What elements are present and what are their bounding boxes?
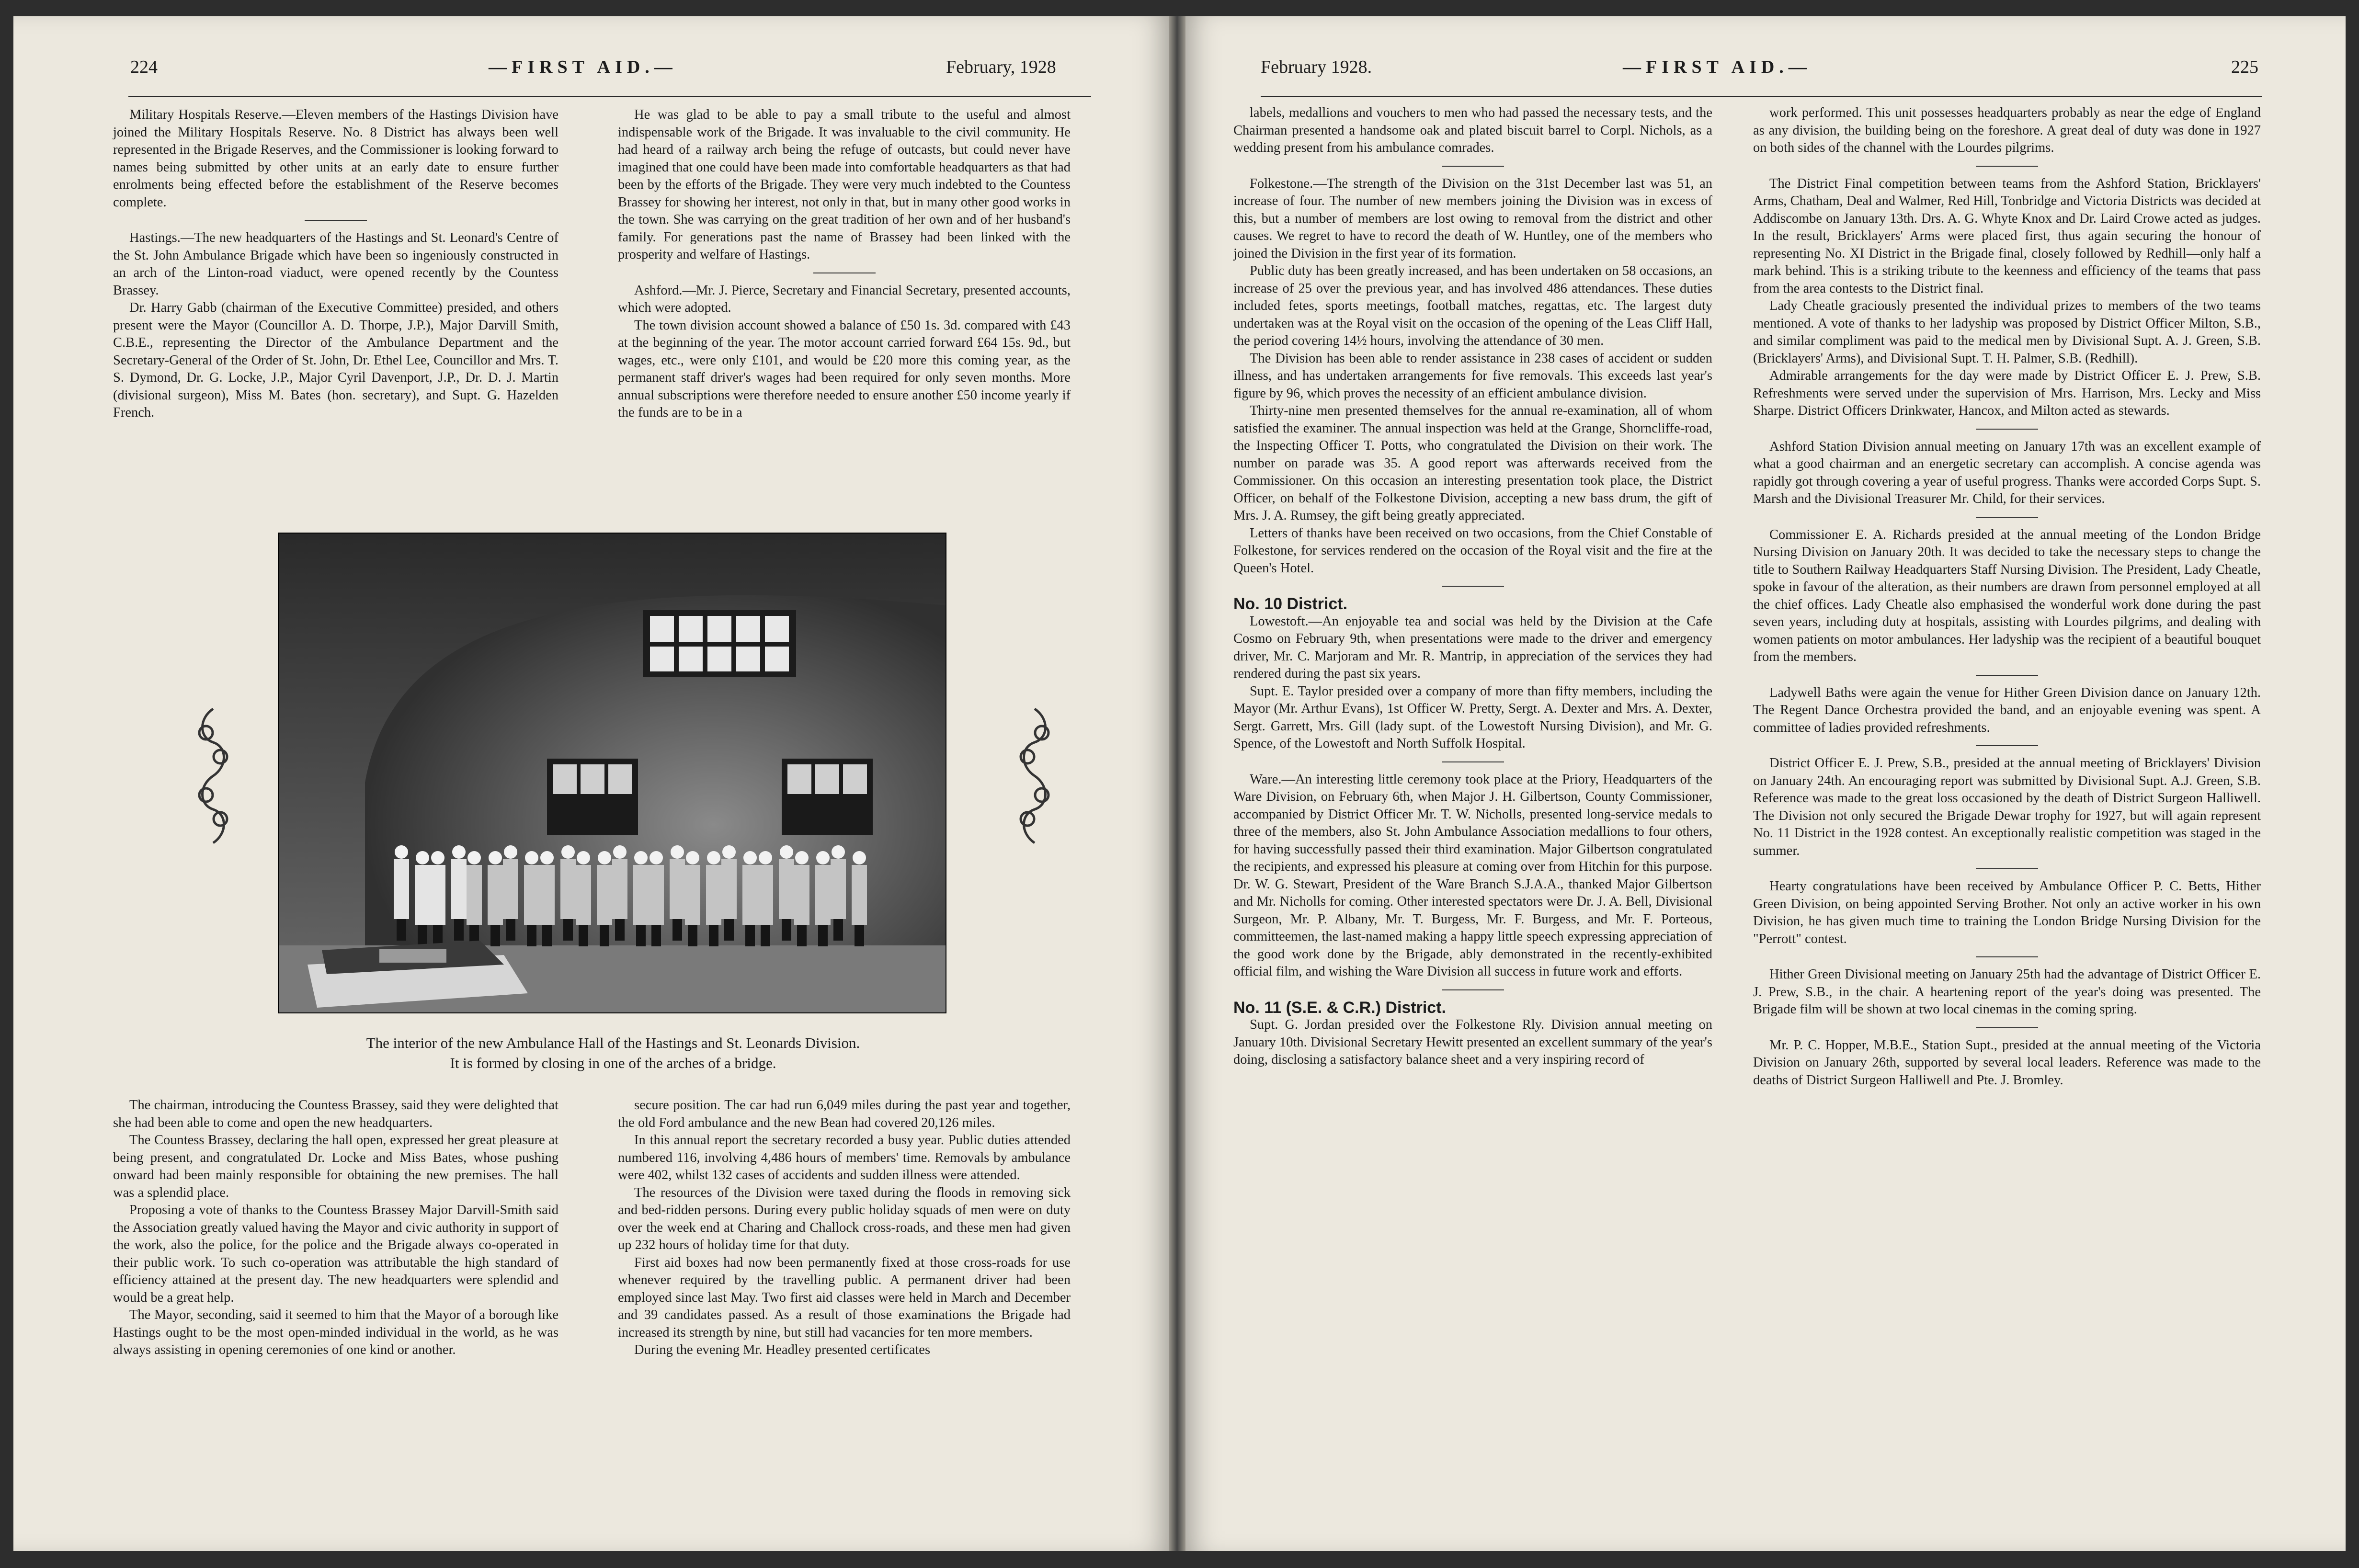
figure-body: [721, 859, 737, 919]
figure-legs: [418, 925, 427, 946]
figure-body: [779, 859, 794, 919]
section-rule: [1976, 517, 2038, 518]
paragraph: The resources of the Division were taxed during the floods in removing sick and bed-ridden persons. During every public holiday squads of men were on duty over the week end at Charing and Challock cross-roads, and these men had given up 232 hours of holiday time for that duty.: [618, 1185, 1071, 1252]
figure-body: [815, 865, 831, 925]
figure-legs: [745, 925, 755, 946]
figure-body: [852, 865, 867, 925]
paragraph: In this annual report the secretary recorded a busy year. Public duties attended numbered 116, involving 4,486 hours of members' time. Removals by ambulance were 402, whilst 132 cases of accidents and sudden illness were attended.: [618, 1133, 1071, 1182]
figure-head: [395, 845, 408, 859]
figure-head: [853, 851, 866, 864]
paragraph: work performed. This unit possesses headquarters probably as near the edge of England as any division, the building being on the foreshore. A great deal of duty was done in 1927 on both sides of the channel with the Lourdes pilgrims.: [1753, 105, 2261, 155]
left-page-number: 224: [130, 57, 158, 77]
paragraph: The town division account showed a balance of £50 1s. 3d. compared with £43 at the beginning of the year. The motor account carried forward £64 15s. 9d., but wages, etc., were only £101, and would be £20 more this coming year, as the permanent staff driver's wages had been required for only seven months. More annual subscriptions were therefore needed to ensure another £50 income yearly if the funds are to be in a: [618, 318, 1071, 420]
figure-legs: [454, 919, 464, 941]
figure-legs: [542, 925, 552, 946]
paragraph: The District Final competition between teams from the Ashford Station, Bricklayers' Arms, Chatham, Deal and Walmer, Red Hill, Tonbridge and Victoria Districts was decided at Addiscombe on January 13th. Drs. A. G. Whyte Knox and Dr. Laird Crowe acted as judges. In the result, Bricklayers' Arms were placed first, thus again securing the honour of representing No. XI District in the Brigade final, closely followed by Redhill—only half a mark behind. This is a striking tribute to the keenness and efficiency of the teams that pass from the area contests to the District final.: [1753, 176, 2261, 296]
figure-head: [540, 851, 554, 864]
paragraph: Thirty-nine men presented themselves for the annual re-examination, all of whom satisfied the examiner. The annual inspection was held at the Grange, Shorncliffe-road, the Inspecting Officer T. Potts, who congratulated the Division on their work. The number on parade was 35. A good report was afterwards received from the Commissioner. On this occasion an interesting presentation took place, the District Officer, on behalf of the Folkestone Division, accepting a new bass drum, the gift of Mrs. J. A. Rumsey, the gift being greatly appreciated.: [1233, 403, 1712, 523]
figure-head: [816, 851, 830, 864]
figure-body: [415, 865, 430, 925]
section-rule: [1442, 761, 1504, 762]
figure-body: [560, 859, 576, 919]
paragraph: Supt. E. Taylor presided over a company of more than fifty members, including the Mayor (Mr. Arthur Evans), 1st Officer W. Pretty, Sergt. A. Dexter and Mrs. A. Dexter, Sergt. Garrett, Mrs. Gill (lady supt. of the Lowestoft Nursing Division), and Mr. G. Spence, of the Lowestoft and North Suffolk Hospital.: [1233, 683, 1712, 751]
figure-legs: [563, 919, 573, 941]
figure-legs: [636, 925, 646, 946]
district-heading: No. 10 District.: [1233, 595, 1348, 613]
figure-head: [598, 851, 611, 864]
figure-head: [452, 845, 466, 859]
figure-head: [467, 851, 481, 864]
figure-body: [758, 865, 773, 925]
figure-body: [467, 865, 482, 925]
paragraph: Hearty congratulations have been received by Ambulance Officer P. C. Betts, Hither Green Division, on being appointed Serving Brother. Not only an active worker in his own Division, he has given much time to training the London Bridge Nursing Division for the "Perrott" contest.: [1753, 879, 2261, 946]
paragraph: During the evening Mr. Headley presented certificates: [634, 1342, 931, 1357]
figure-head: [759, 851, 772, 864]
section-rule: [1976, 868, 2038, 869]
paragraph: Ashford Station Division annual meeting on January 17th was an excellent example of what a good chairman and an energetic secretary can accomplish. A concise agenda was rapidly got through covering a year of useful progress. Thanks were accorded Corps Supt. S. Marsh and the Divisional Treasurer Mr. Child, for their services.: [1753, 439, 2261, 506]
section-rule: [1442, 989, 1504, 990]
figure-head: [707, 851, 720, 864]
left-column-1-top: [113, 106, 558, 422]
figure-legs: [579, 925, 588, 946]
figure-head: [561, 845, 575, 859]
figure-head: [650, 851, 663, 864]
paragraph: Supt. G. Jordan presided over the Folkestone Rly. Division annual meeting on January 10th. Divisional Secretary Hewitt presented an excellent summary of the year's doing, disclosing a satisfactory balance sheet and a very inspiring record of: [1233, 1017, 1712, 1067]
left-header-rule: [128, 96, 1091, 97]
right-column-1: [1233, 104, 1712, 1069]
figure-legs: [490, 925, 500, 946]
paragraph: The Countess Brassey, declaring the hall open, expressed her great pleasure at being present, and congratulated Dr. Locke and Miss Bates, whose pushing onward had been mainly responsible for obtaining the new premises. The hall was a splendid place.: [113, 1133, 558, 1200]
figure-head: [686, 851, 699, 864]
paragraph: The Division has been able to render assistance in 238 cases of accident or sudden illness, and has undertaken arrangements for five removals. This exceeds last year's figure by 96, which proves the necessity of an efficient ambulance division.: [1233, 351, 1712, 401]
paragraph: The chairman, introducing the Countess Brassey, said they were delighted that she had been able to come and open the new headquarters.: [113, 1098, 558, 1130]
paragraph: Proposing a vote of thanks to the Countess Brassey Major Darvill-Smith said the Association greatly valued having the Mayor and civic authority in support of the work, also the police, for the police and the Brigade always co-operated in their public work. To such co-operation was attributable the high standard of efficiency attained at the present day. The new headquarters were splendid and would be a great help.: [113, 1203, 558, 1305]
figure-head: [780, 845, 793, 859]
figure-head: [416, 851, 429, 864]
district-heading: No. 11 (S.E. & C.R.) District.: [1233, 998, 1446, 1017]
paragraph: The Mayor, seconding, said it seemed to him that the Mayor of a borough like Hastings ought to be the most open-minded individual in the world, as he was always assisting in opening ceremonies of one kind or another.: [113, 1307, 558, 1357]
paragraph: Commissioner E. A. Richards presided at the annual meeting of the London Bridge Nursing Division on January 20th. It was decided to take the necessary steps to change the title to Southern Railway Headquarters Staff Nursing Division. The President, Lady Cheatle, spoke in favour of the alteration, as their numbers are drawn from personnel employed at all the chief offices. Lady Cheatle also emphasised the wonderful work done during the past seven years, including duty at hospitals, assisting with Lourdes pilgrims, and dealing with women patients on motor ambulances. Her ladyship was the recipient of a beautiful bouquet from the members.: [1753, 527, 2261, 664]
figure-body: [451, 859, 467, 919]
section-rule: [1976, 166, 2038, 167]
section-rule: [1976, 429, 2038, 430]
section-rule: [1442, 166, 1504, 167]
figure-head: [634, 851, 648, 864]
left-column-1-bottom: [113, 1097, 558, 1359]
figure-legs: [397, 919, 406, 941]
figure-body: [488, 865, 503, 925]
figure-legs: [797, 925, 807, 946]
paragraph: Hastings.—The new headquarters of the Hastings and St. Leonard's Centre of the St. John Ambulance Brigade which have been so ingeniously constructed in an arch of the Linton-road viaduct, were opened recently by the Countess Brassey.: [113, 230, 558, 298]
figure-legs: [527, 925, 536, 946]
paragraph: Ashford.—Mr. J. Pierce, Secretary and Financial Secretary, presented accounts, which were adopted.: [618, 283, 1071, 315]
figure-head: [577, 851, 590, 864]
figure-head: [525, 851, 538, 864]
figure-legs: [688, 925, 697, 946]
paragraph: Ware.—An interesting little ceremony took place at the Priory, Headquarters of the Ware Division, on February 6th, when Major J. H. Gilbertson, County Commissioner, accompanied by District Officer Mr. T. W. Nicholls, presented long-service medals to three of the members, also St. John Ambulance Association medallions to four others, for having successfully passed their third examination. Major Gilbertson congratulated the recipients, and expressed his pleasure at coming over from Hitchin for this purpose. Dr. W. G. Stewart, President of the Ware Branch S.J.A.A., thanked Major Gilbertson and Mr. Nicholls for coming. Other interested spectators were Dr. J. A. Bell, Divisional Surgeon, Mr. P. Albany, Mr. T. Burgess, Mr. F. Burgess, and Mr. F. Porteous, committeemen, the last-named making a happy little speech expressing appreciation of the good work done by the Brigade, ably demonstrated in the recently-exhibited official film, and wishing the Ware Division all success in future work and efforts.: [1233, 772, 1712, 979]
ambulance-hall-photograph: [278, 533, 946, 1013]
paragraph: secure position. The car had run 6,049 miles during the past year and together, the old Ford ambulance and the new Bean had covered 20,126 miles.: [618, 1098, 1071, 1130]
paragraph: labels, medallions and vouchers to men who had passed the necessary tests, and the Chairman presented a handsome oak and plated biscuit barrel to Corpl. Nichols, as a wedding present from his ambulance comrades.: [1233, 105, 1712, 155]
paragraph: Admirable arrangements for the day were made by District Officer E. J. Prew, S.B. Refreshments were served under the supervision of Mrs. Harrison, Mrs. Lecky and Miss Sharpe. District Officers Drinkwater, Hancox, and Milton acted as stewards.: [1753, 368, 2261, 418]
figure-body: [633, 865, 649, 925]
section-rule: [1976, 745, 2038, 746]
figure-body: [394, 859, 409, 919]
photo-caption-line-2: It is formed by closing in one of the arches of a bridge.: [450, 1055, 776, 1071]
paragraph: Public duty has been greatly increased, and has been undertaken on 58 occasions, an increase of 25 over the previous year, and has involved 486 attendances. These duties included fetes, sports meetings, football matches, regattas, etc. The largest duty undertaken was at the Royal visit on the occasion of the opening of the Leas Cliff Hall, the period covering 14½ hours, involving the attendance of 30 men.: [1233, 263, 1712, 348]
left-running-title: —FIRST AID.—: [489, 57, 677, 77]
right-header-date: February 1928.: [1261, 57, 1372, 77]
figure-head: [795, 851, 809, 864]
paragraph: He was glad to be able to pay a small tribute to the useful and almost indispensable work of the Brigade. It was invaluable to the civil community. He had heard of a railway arch being the refuge of outcasts, but could never have imagined that one could have been made into comfortable headquarters as that had been by the efforts of the Brigade. They were very much indebted to the Countess Brassey for showing her interest, not only in that, but in many other good works in the town. She was carrying on the great tradition of her own and of her husband's family. For generations past the name of Brassey had been linked with the prosperity and welfare of Hastings.: [618, 107, 1071, 262]
left-column-2-top: [618, 106, 1071, 422]
figure-head: [671, 845, 684, 859]
figure-body: [670, 859, 685, 919]
figure-body: [706, 865, 721, 925]
section-rule: [1976, 956, 2038, 957]
right-header-rule: [1261, 96, 2262, 97]
figure-legs: [761, 925, 770, 946]
right-page-number: 225: [2231, 57, 2258, 77]
figure-legs: [600, 925, 609, 946]
figure-legs: [833, 919, 843, 941]
figure-legs: [672, 919, 682, 941]
figure-legs: [615, 919, 625, 941]
figure-body: [649, 865, 664, 925]
right-running-title: —FIRST AID.—: [1623, 57, 1812, 77]
right-scroll-ornament: [1013, 704, 1056, 848]
paragraph: District Officer E. J. Prew, S.B., presided at the annual meeting of Bricklayers' Division on January 24th. An encouraging report was submitted by Divisional Supt. A.J. Green, S.B. Reference was made to the great loss occasioned by the death of District Surgeon Halliwell. The Division not only secured the Brigade Dewar trophy for 1927, but will again represent No. 11 District in the 1928 contest. An exceptionally realistic competition was staged in the summer.: [1753, 756, 2261, 858]
left-column-2-bottom: [618, 1097, 1071, 1359]
figure-legs: [782, 919, 791, 941]
paragraph: Mr. P. C. Hopper, M.B.E., Station Supt., presided at the annual meeting of the Victoria Division on January 26th, supported by several local leaders. Reference was made to the deaths of District Surgeon Halliwell and Pte. J. Bromley.: [1753, 1037, 2261, 1088]
figure-head: [431, 851, 444, 864]
figure-body: [524, 865, 539, 925]
figure-body: [794, 865, 809, 925]
figure-head: [613, 845, 627, 859]
paragraph: Lady Cheatle graciously presented the individual prizes to members of the two teams mentioned. A vote of thanks to her ladyship was proposed by District Officer Milton, S.B., and similar compliment was paid to the medical men by Divisional Supt. A. J. Green, S.B. (Bricklayers' Arms), and Divisional Supt. T. H. Palmer, S.B. (Redhill).: [1753, 298, 2261, 366]
figure-body: [503, 859, 518, 919]
paragraph: Dr. Harry Gabb (chairman of the Executive Committee) presided, and others present were the Mayor (Councillor A. D. Thorpe, J.P.), Major Darvill Smith, C.B.E., representing the Director of the Ambulance Department and the Secretary-General of the Order of St. John, Dr. Ethel Lee, Councillor and Mrs. T. S. Dymond, Dr. G. Locke, J.P., Major Cyril Davenport, J.P., Dr. D. J. Martin (divisional surgeon), Miss M. Bates (hon. secretary), and Supt. G. Hazelden French.: [113, 300, 558, 420]
figure-legs: [651, 925, 661, 946]
figure-body: [430, 865, 445, 925]
figure-head: [489, 851, 502, 864]
left-header-date: February, 1928: [946, 57, 1056, 77]
figure-legs: [855, 925, 864, 946]
left-scroll-ornament: [192, 704, 235, 848]
section-rule: [305, 220, 367, 221]
paragraph: Ladywell Baths were again the venue for Hither Green Division dance on January 12th. The Regent Dance Orchestra provided the band, and an enjoyable evening was spent. A committee of ladies provided refreshments.: [1753, 685, 2261, 735]
figure-head: [743, 851, 757, 864]
figure-head: [504, 845, 517, 859]
figure-head: [832, 845, 845, 859]
figure-body: [685, 865, 700, 925]
figure-head: [722, 845, 736, 859]
figure-body: [742, 865, 758, 925]
figure-legs: [724, 919, 734, 941]
figure-body: [597, 865, 612, 925]
paragraph: First aid boxes had now been permanently fixed at those cross-roads for use whenever required by the travelling public. A permanent driver had been employed since last May. Two first aid classes were held in March and December and 39 candidates passed. As a result of those examinations the Brigade had increased its strength by nine, but still had vacancies for ten more members.: [618, 1255, 1071, 1340]
photo-caption-line-1: The interior of the new Ambulance Hall of the Hastings and St. Leonards Division.: [366, 1034, 860, 1051]
figure-body: [576, 865, 591, 925]
section-rule: [1442, 586, 1504, 587]
figure-body: [831, 859, 846, 919]
paragraph: Military Hospitals Reserve.—Eleven members of the Hastings Division have joined the Military Hospitals Reserve. No. 8 District has always been well represented in the Brigade Reserves, and the Commissioner is looking forward to names being submitted by other units at an early date to ensure further enrolments being effected before the establishment of the Reserve becomes complete.: [113, 107, 558, 210]
book-gutter: [1169, 16, 1185, 1551]
section-rule: [1976, 675, 2038, 676]
figure-legs: [709, 925, 718, 946]
paragraph: Folkestone.—The strength of the Division on the 31st December last was 51, an increase of four. The number of new members joining the Division was in excess of this, but a number of members are lost owing to removal from the district and other causes. We regret to have to record the death of W. Huntley, one of the members who joined the Division in the first year of its formation.: [1233, 176, 1712, 261]
paragraph: Hither Green Divisional meeting on January 25th had the advantage of District Officer E. J. Prew, S.B., in the chair. A heartening report of the year's doing was presented. The Brigade film will be shown at two local cinemas in the coming spring.: [1753, 967, 2261, 1017]
paragraph: Lowestoft.—An enjoyable tea and social was held by the Division at the Cafe Cosmo on February 9th, when presentations were made to the driver and emergency driver, Mr. C. Marjoram and Mr. R. Mantrip, in appreciation of the services they had rendered during the past six years.: [1233, 614, 1712, 681]
figure-body: [539, 865, 555, 925]
figure-legs: [506, 919, 515, 941]
figure-legs: [818, 925, 828, 946]
right-column-2: [1753, 104, 2261, 1089]
figure-body: [612, 859, 627, 919]
paragraph: Letters of thanks have been received on two occasions, from the Chief Constable of Folkestone, for services rendered on the occasion of the Royal visit and the fire at the Queen's Hotel.: [1233, 525, 1712, 576]
section-rule: [1976, 1027, 2038, 1028]
